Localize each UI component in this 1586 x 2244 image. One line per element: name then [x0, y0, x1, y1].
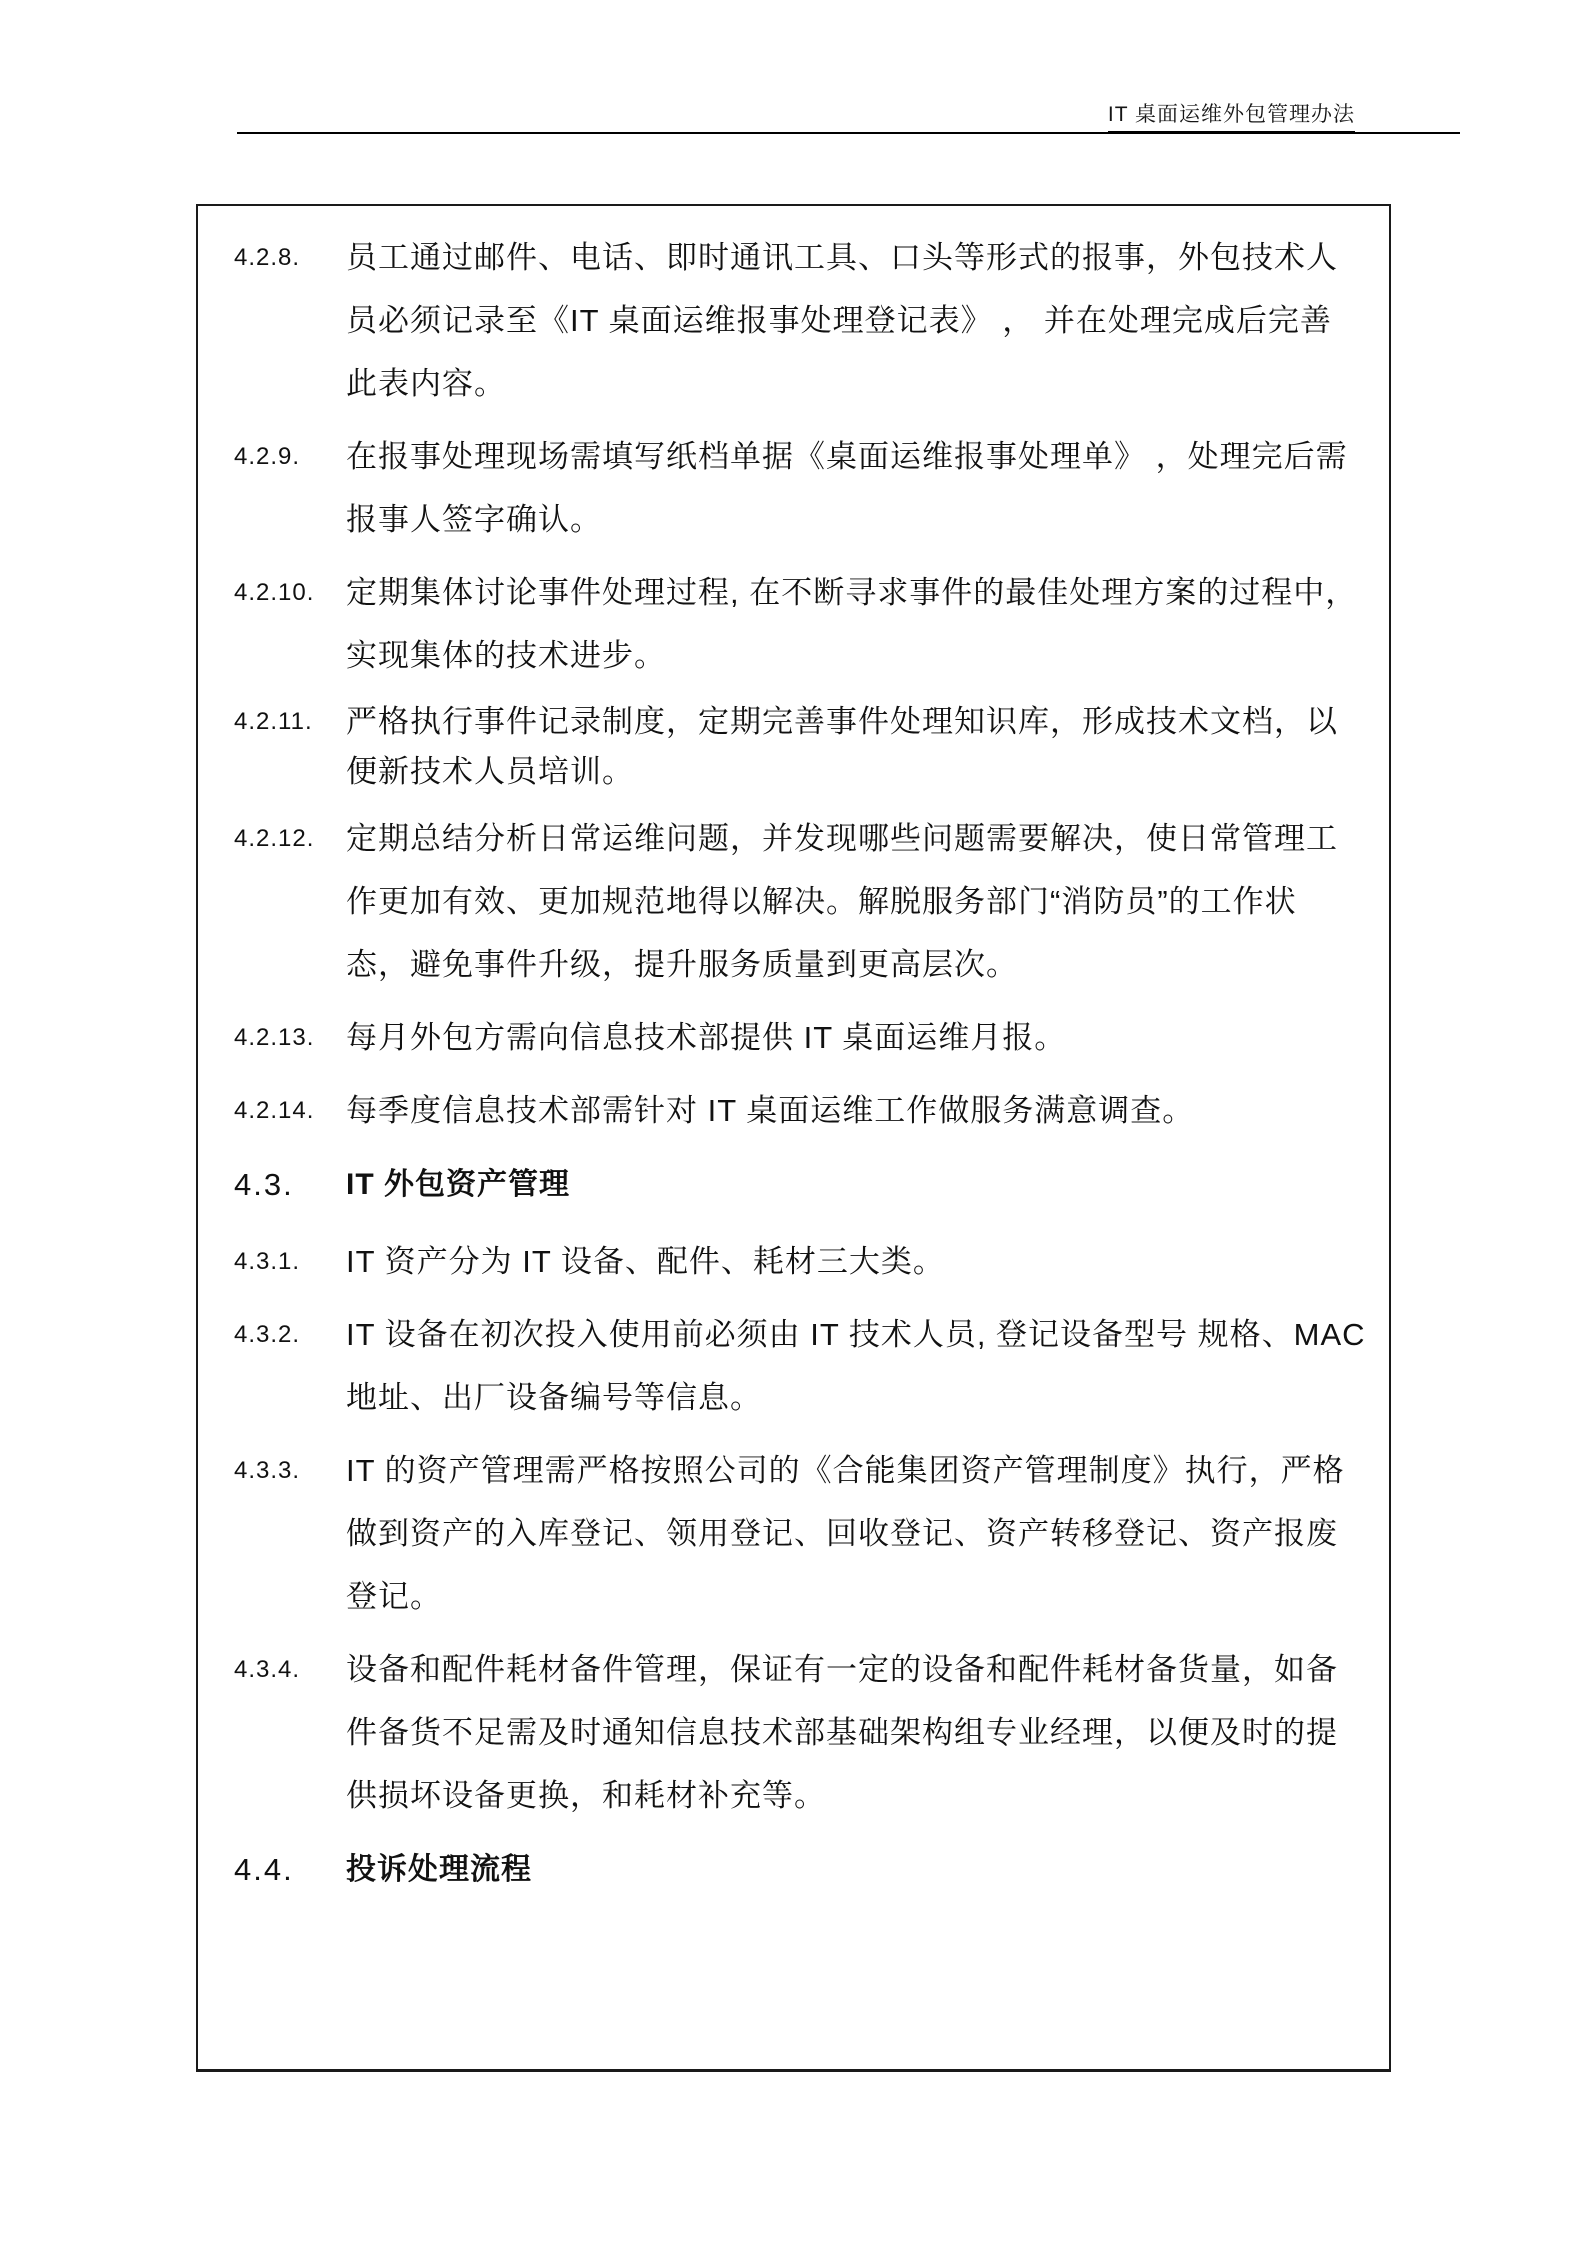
clause-number: 4.2.8. [234, 244, 301, 271]
text-line: 设备和配件耗材备件管理，保证有一定的设备和配件耗材备货量，如备 [346, 1652, 1338, 1687]
clause-item [234, 226, 1347, 415]
text-line: IT 资产分为 IT 设备、配件、耗材三大类。 [346, 1244, 945, 1279]
page-header-title: IT 桌面运维外包管理办法 [1108, 98, 1355, 133]
text-line: IT 的资产管理需严格按照公司的《合能集团资产管理制度》执行，严格 [346, 1453, 1345, 1488]
clause-number: 4.2.9. [234, 443, 301, 470]
content-frame [196, 204, 1391, 2072]
text-line: 严格执行事件记录制度，定期完善事件处理知识库，形成技术文档，以 [346, 704, 1338, 739]
clause-text [346, 561, 1357, 687]
clause-number: 4.2.13. [234, 1024, 315, 1051]
text-line: 员必须记录至《IT 桌面运维报事处理登记表》 ， 并在处理完成后完善 [346, 303, 1332, 338]
text-line: IT 设备在初次投入使用前必须由 IT 技术人员, 登记设备型号 规格、MAC [346, 1317, 1366, 1352]
text-line: 每季度信息技术部需针对 IT 桌面运维工作做服务满意调查。 [346, 1093, 1195, 1128]
text-line: 供损坏设备更换，和耗材补充等。 [346, 1778, 826, 1813]
text-line: IT 外包资产管理 [346, 1168, 570, 1201]
clause-item [234, 1638, 1347, 1827]
text-line: 在报事处理现场需填写纸档单据《桌面运维报事处理单》 ，处理完后需 [346, 439, 1348, 474]
clause-item [234, 1006, 1347, 1069]
clause-item [234, 1230, 1347, 1293]
header-rule [237, 132, 1460, 134]
clause-text [346, 1638, 1347, 1827]
text-line: 登记。 [346, 1579, 442, 1614]
clause-text [346, 1230, 1347, 1293]
section-heading [234, 1156, 1347, 1214]
text-line: 报事人签字确认。 [346, 502, 602, 537]
clause-item [234, 1079, 1347, 1142]
text-line: 投诉处理流程 [346, 1853, 532, 1886]
clause-number: 4.4. [234, 1852, 294, 1887]
clause-text [346, 1439, 1347, 1628]
clause-item [234, 561, 1358, 687]
clause-number: 4.2.10. [234, 579, 315, 606]
clause-item [234, 697, 1347, 797]
clause-number: 4.3.3. [234, 1457, 301, 1484]
text-line: 实现集体的技术进步。 [346, 638, 666, 673]
text-line: 做到资产的入库登记、领用登记、回收登记、资产转移登记、资产报废 [346, 1516, 1338, 1551]
clause-number: 4.3. [234, 1167, 294, 1202]
clause-text [346, 807, 1347, 996]
text-line: 作更加有效、更加规范地得以解决。解脱服务部门“消防员”的工作状 [346, 884, 1297, 919]
clause-number: 4.3.4. [234, 1656, 301, 1683]
clause-text [346, 697, 1347, 797]
clause-text [346, 226, 1347, 415]
clause-item [234, 807, 1347, 996]
text-line: 地址、出厂设备编号等信息。 [346, 1380, 762, 1415]
clause-text [346, 1079, 1347, 1142]
text-line: 定期集体讨论事件处理过程, 在不断寻求事件的最佳处理方案的过程中， [346, 575, 1358, 610]
clause-text [346, 1303, 1366, 1429]
clause-number: 4.3.2. [234, 1321, 301, 1348]
clause-number: 4.2.12. [234, 825, 315, 852]
clause-item [234, 1303, 1366, 1429]
section-heading [234, 1841, 1347, 1899]
section-heading-text [346, 1841, 1347, 1899]
clause-number: 4.2.14. [234, 1097, 315, 1124]
text-line: 定期总结分析日常运维问题，并发现哪些问题需要解决，使日常管理工 [346, 821, 1338, 856]
clause-text [346, 1006, 1347, 1069]
text-line: 态，避免事件升级，提升服务质量到更高层次。 [346, 947, 1018, 982]
text-line: 件备货不足需及时通知信息技术部基础架构组专业经理，以便及时的提 [346, 1715, 1338, 1750]
text-line: 便新技术人员培训。 [346, 754, 634, 789]
clause-item [234, 1439, 1347, 1628]
text-line: 员工通过邮件、电话、即时通讯工具、口头等形式的报事，外包技术人 [346, 240, 1338, 275]
clause-item [234, 425, 1347, 551]
clause-number: 4.3.1. [234, 1248, 301, 1275]
clause-number: 4.2.11. [234, 708, 313, 735]
text-line: 此表内容。 [346, 366, 506, 401]
section-heading-text [346, 1156, 1347, 1214]
clause-text [346, 425, 1348, 551]
text-line: 每月外包方需向信息技术部提供 IT 桌面运维月报。 [346, 1020, 1067, 1055]
